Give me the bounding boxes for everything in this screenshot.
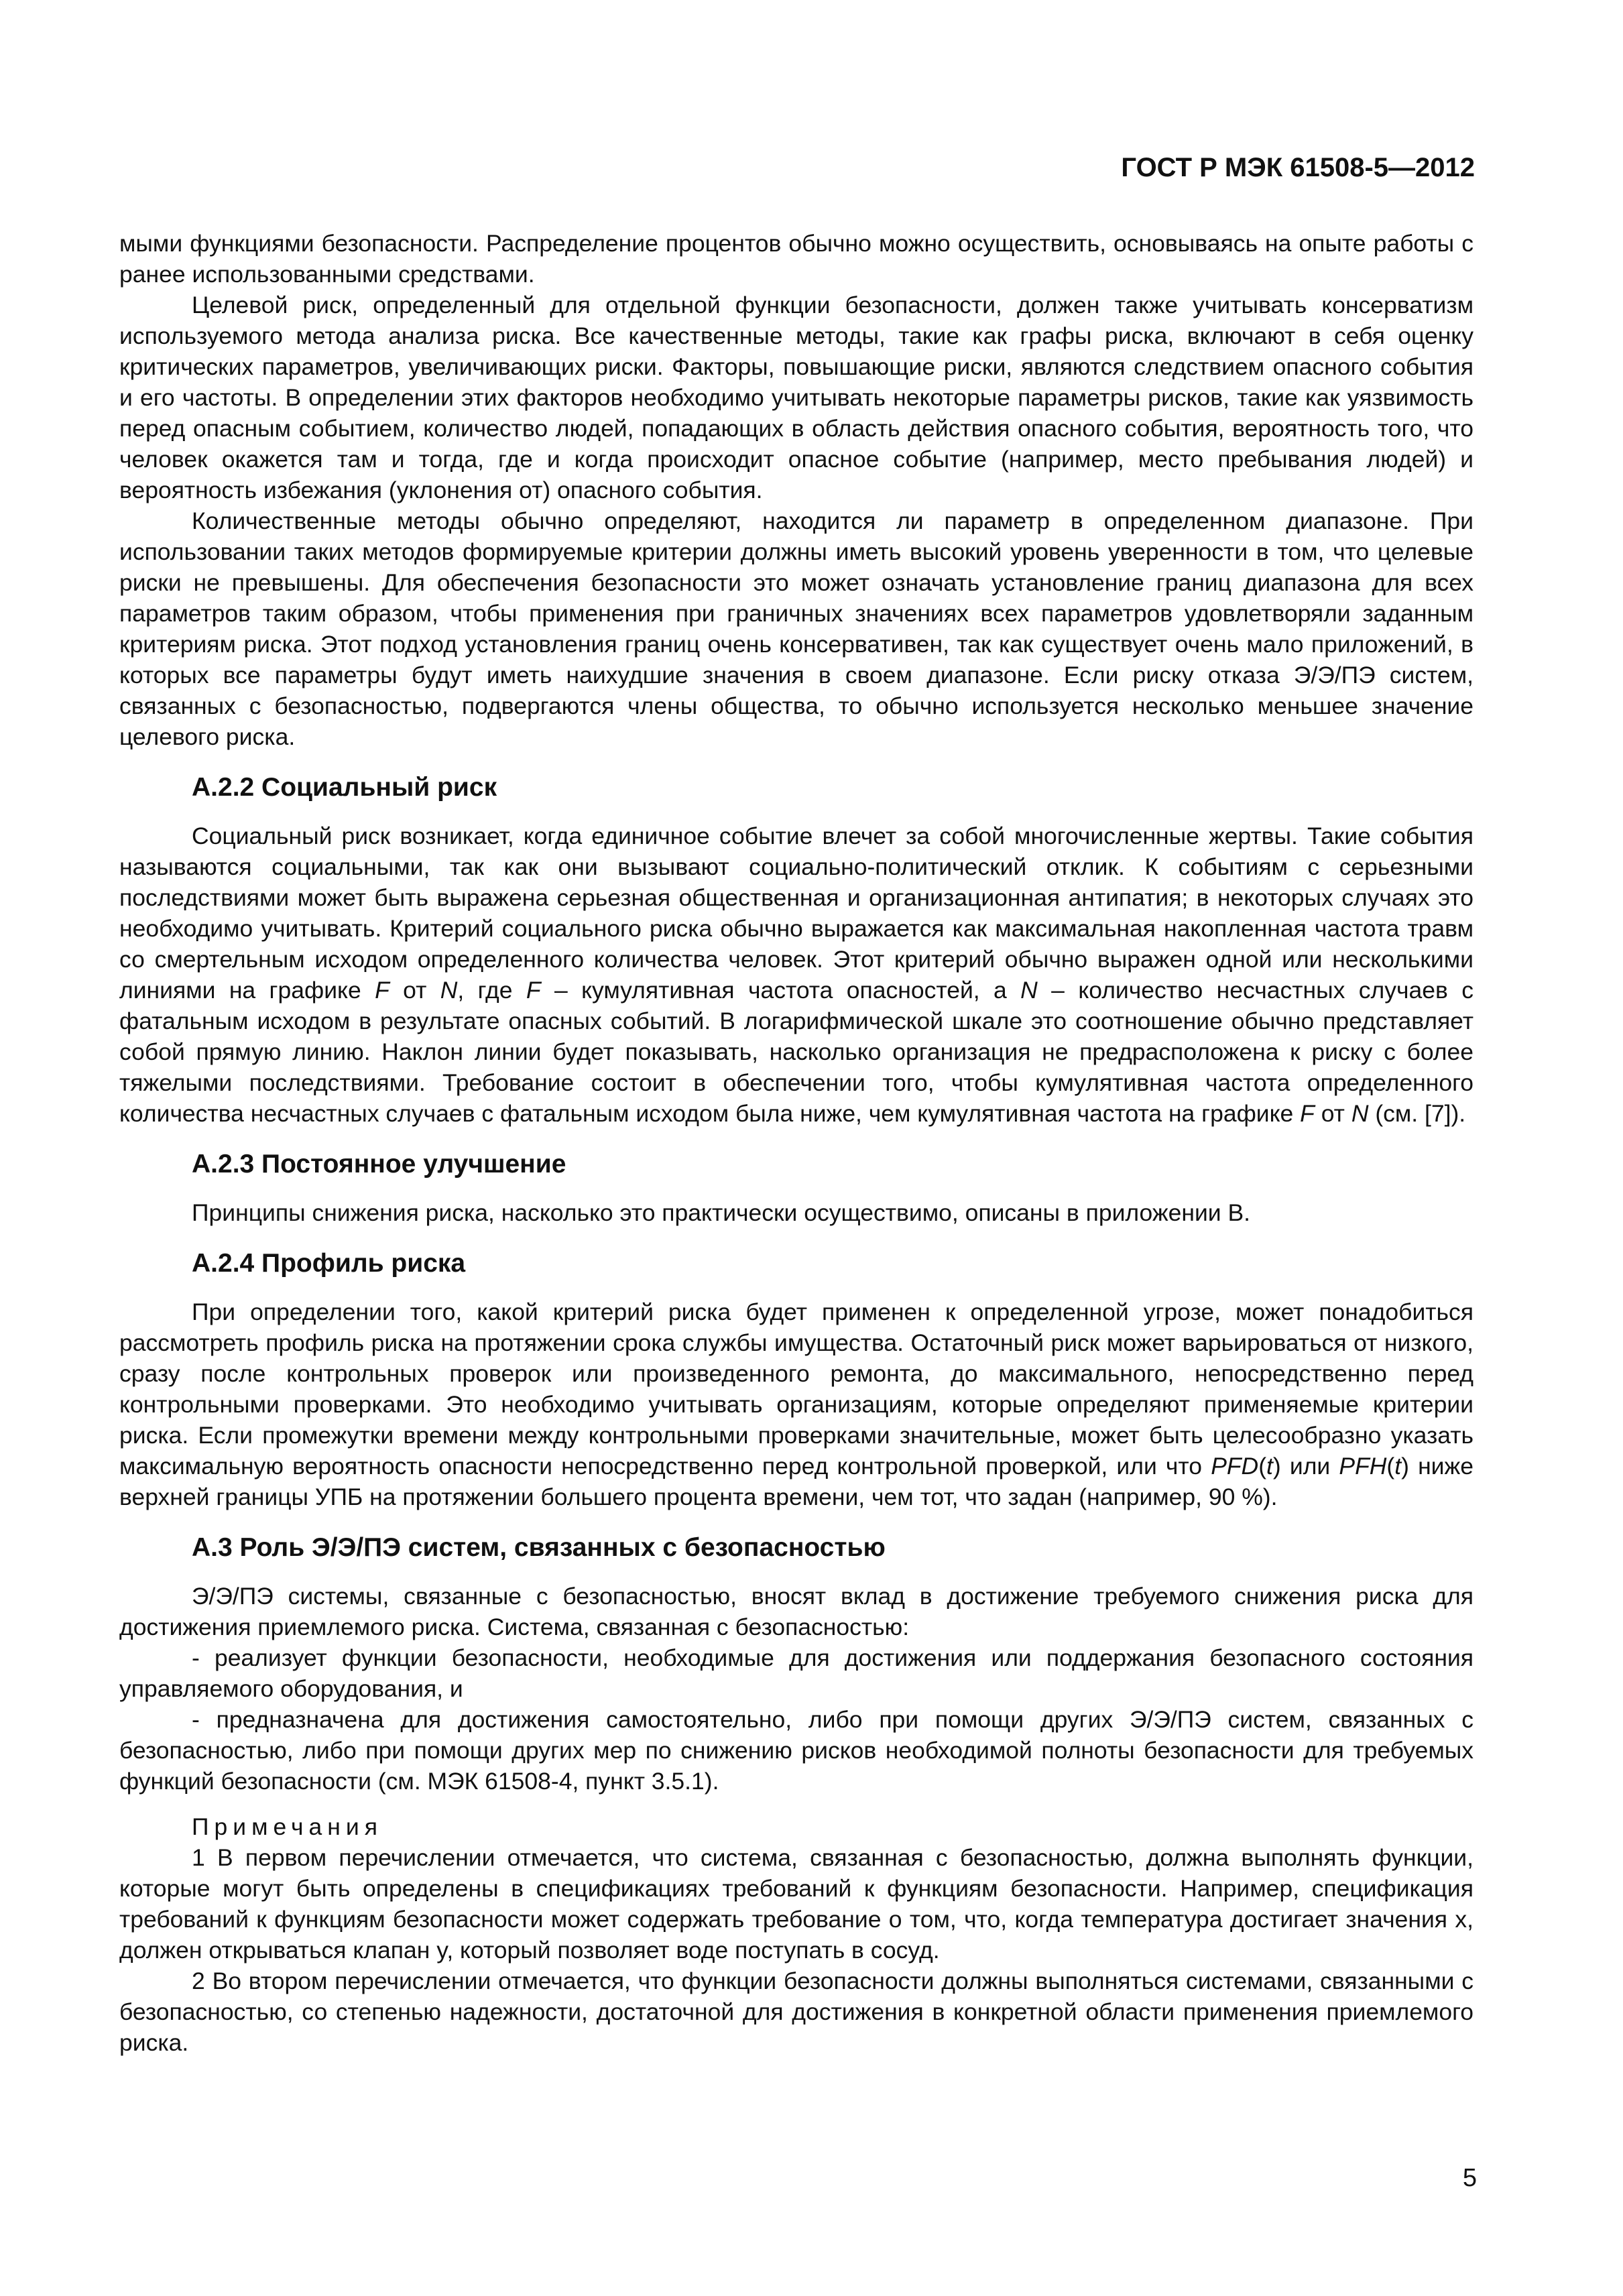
notes-title: Примечания xyxy=(192,1813,383,1840)
heading-a23: А.2.3 Постоянное улучшение xyxy=(192,1150,566,1179)
note-2: 2 Во втором перечислении отмечается, что функции безопасности должны выполняться системами, связанными с безопасностью, со степенью надежности, достаточной для достижения в конкретной области применения приемлемого риска. xyxy=(119,1968,1474,2056)
note-1: 1 В первом перечислении отмечается, что система, связанная с безопасностью, должна выполнять функции, которые могут быть определены в спецификациях требований к функциям безопасности. Например, спецификация требований к функциям безопасности может содержать требование о том, что, когда температура достигает значения x, должен открываться клапан y, который позволяет воде поступать в сосуд. xyxy=(119,1844,1474,1963)
paragraph-continuous-improvement: Принципы снижения риска, насколько это практически осуществимо, описаны в приложении В. xyxy=(192,1199,1251,1226)
list-item-intended: - предназначена для достижения самостоятельно, либо при помощи других Э/Э/ПЭ систем, связанных с безопасностью, либо при помощи других мер по снижению рисков необходимой полноты безопасности для требуемых функций безопасности (см. МЭК 61508-4, пункт 3.5.1). xyxy=(119,1706,1474,1795)
paragraph-risk-profile: При определении того, какой критерий риска будет применен к определенной угрозе, может понадобиться рассмотреть профиль риска на протяжении срока службы имущества. Остаточный риск может варьироваться от низкого, сразу после контрольных проверок или произведенного ремонта, до максимального, непосредственно перед контрольными проверками. Это необходимо учитывать организациям, которые определяют применяемые критерии риска. Если промежутки времени между контрольными проверками значительные, может быть целесообразно указать максимальную вероятность опасности непосредственно перед контрольной проверкой, или что PFD(t) или PFH(t) ниже верхней границы УПБ на протяжении большего процента времени, чем тот, что задан (например, 90 %). xyxy=(119,1298,1474,1510)
paragraph-ee-pe-systems: Э/Э/ПЭ системы, связанные с безопасностью, вносят вклад в достижение требуемого снижения риска для достижения приемлемого риска. Система, связанная с безопасностью: xyxy=(119,1583,1474,1640)
paragraph-continuation: мыми функциями безопасности. Распределение процентов обычно можно осуществить, основываясь на опыте работы с ранее использованными средствами. xyxy=(119,230,1474,288)
heading-a22: А.2.2 Социальный риск xyxy=(192,773,497,802)
paragraph-social-risk: Социальный риск возникает, когда единичное событие влечет за собой многочисленные жертвы. Такие события называются социальными, так как они вызывают социально-политический отклик. К событиям с серьезными последствиями может быть выражена серьезная общественная и организационная антипатия; в некоторых случаях это необходимо учитывать. Критерий социального риска обычно выражается как максимальная накопленная частота травм со смертельным исходом определенного количества человек. Этот критерий обычно выражен одной или несколькими линиями на графике F от N, где F – кумулятивная частота опасностей, а N – количество несчастных случаев с фатальным исходом в результате опасных событий. В логарифмической шкале это соотношение обычно представляет собой прямую линию. Наклон линии будет показывать, насколько организация не предрасположена к риску с более тяжелыми последствиями. Требование состоит в обеспечении того, чтобы кумулятивная частота определенного количества несчастных случаев с фатальным исходом была ниже, чем кумулятивная частота на графике F от N (см. [7]). xyxy=(119,823,1474,1127)
paragraph-quantitative-methods: Количественные методы обычно определяют, находится ли параметр в определенном диапазоне. При использовании таких методов формируемые критерии должны иметь высокий уровень уверенности в том, что целевые риски не превышены. Для обеспечения безопасности это может означать установление границ диапазона для всех параметров таким образом, чтобы применения при граничных значениях всех параметров удовлетворяли заданным критериям риска. Этот подход установления границ очень консервативен, так как существует очень мало приложений, в которых все параметры будут иметь наихудшие значения в своем диапазоне. Если риску отказа Э/Э/ПЭ систем, связанных с безопасностью, подвергаются члены общества, то обычно используется несколько меньшее значение целевого риска. xyxy=(119,507,1474,750)
page-number: 5 xyxy=(1462,2164,1477,2192)
heading-a3: А.3 Роль Э/Э/ПЭ систем, связанных с безопасностью xyxy=(192,1533,886,1562)
list-item-implements: - реализует функции безопасности, необходимые для достижения или поддержания безопасного состояния управляемого оборудования, и xyxy=(119,1644,1474,1702)
document-body xyxy=(119,228,1474,2058)
paragraph-target-risk: Целевой риск, определенный для отдельной функции безопасности, должен также учитывать консерватизм используемого метода анализа риска. Все качественные методы, такие как графы риска, включают в себя оценку критических параметров, увеличивающих риски. Факторы, повышающие риски, являются следствием опасного события и его частоты. В определении этих факторов необходимо учитывать некоторые параметры рисков, такие как уязвимость перед опасным событием, количество людей, попадающих в область действия опасного события, вероятность того, что человек окажется там и тогда, где и когда происходит опасное событие (например, место пребывания людей) и вероятность избежания (уклонения от) опасного события. xyxy=(119,292,1474,503)
heading-a24: А.2.4 Профиль риска xyxy=(192,1249,466,1278)
standard-designation: ГОСТ Р МЭК 61508-5—2012 xyxy=(1121,153,1475,182)
